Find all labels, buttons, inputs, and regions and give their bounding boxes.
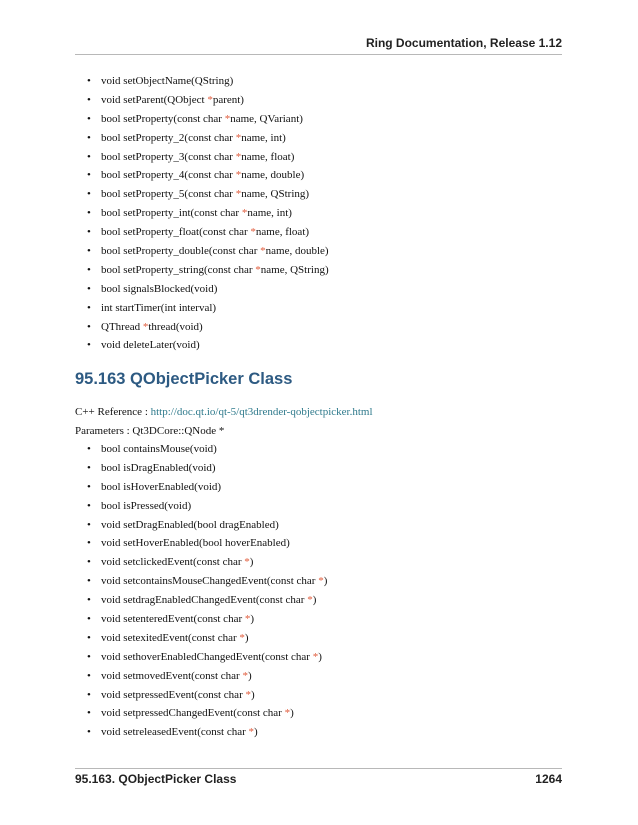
signature-part: bool setProperty_3(const char (101, 150, 236, 163)
pointer-star: * (244, 613, 251, 626)
signature-part: parent) (212, 93, 244, 106)
bullet-icon: • (87, 518, 91, 531)
list-item (87, 648, 327, 667)
method-signature (92, 556, 253, 568)
footer-page-number: 1264 (535, 772, 562, 786)
bullet-icon: • (87, 613, 91, 626)
signature-part: ) (323, 575, 328, 588)
method-signature (92, 151, 294, 163)
list-item (87, 686, 327, 705)
signature-part: bool setProperty_float(const char (101, 226, 251, 239)
bullet-icon: • (87, 320, 91, 333)
section-heading: 95.163 QObjectPicker Class (75, 370, 293, 388)
list-item (87, 204, 329, 223)
cpp-reference-link[interactable]: http://doc.qt.io/qt-5/qt3drender-qobjectpicker.html (150, 406, 373, 418)
signature-part: bool setProperty_5(const char (101, 188, 236, 201)
signature-part: ) (250, 613, 255, 626)
method-signature (92, 226, 309, 238)
method-list-qobjectpicker (87, 440, 328, 742)
signature-part: ) (249, 556, 254, 569)
method-signature (92, 283, 217, 295)
method-signature (92, 94, 244, 106)
signature-part: ) (244, 631, 249, 644)
signature-part: ) (250, 688, 255, 701)
list-item (87, 478, 327, 497)
running-header: Ring Documentation, Release 1.12 (365, 36, 562, 50)
signature-part: void setreleasedEvent(const char (101, 726, 249, 739)
list-item (87, 336, 329, 355)
bullet-icon: • (87, 301, 91, 314)
header-divider (75, 54, 562, 55)
method-signature (92, 75, 233, 87)
list-item (87, 440, 327, 459)
pointer-star: * (312, 650, 319, 663)
signature-part: void setObjectName(QString) (101, 75, 234, 87)
pointer-star: * (224, 112, 231, 125)
signature-part: void setHoverEnabled(bool hoverEnabled) (101, 537, 290, 550)
cpp-reference-line (75, 406, 373, 418)
signature-part: name, QVariant) (230, 112, 303, 125)
list-item (87, 516, 327, 535)
method-signature (92, 113, 303, 125)
signature-part: void setcontainsMouseChangedEvent(const char (101, 575, 319, 588)
method-signature (92, 302, 216, 314)
signature-part: name, float) (255, 226, 310, 239)
signature-part: bool isHoverEnabled(void) (101, 480, 222, 493)
bullet-icon: • (87, 188, 91, 201)
method-signature (92, 537, 290, 549)
signature-part: name, double) (241, 169, 305, 182)
list-item (87, 148, 329, 167)
list-item (87, 704, 327, 723)
pointer-star: * (307, 594, 313, 607)
signature-part: bool setProperty_int(const char (101, 207, 242, 220)
method-signature (92, 321, 203, 333)
signature-part: bool setProperty(const char (101, 112, 225, 125)
method-signature (92, 594, 316, 606)
bullet-icon: • (87, 169, 91, 182)
signature-part: name, QString) (260, 263, 329, 276)
method-signature (92, 339, 200, 351)
pointer-star: * (260, 245, 266, 258)
list-item (87, 534, 327, 553)
signature-part: void setexitedEvent(const char (101, 631, 240, 644)
footer-divider (75, 768, 562, 769)
signature-part: bool setProperty_2(const char (101, 131, 236, 144)
bullet-icon: • (87, 537, 91, 550)
bullet-icon: • (87, 339, 91, 352)
method-signature (92, 443, 217, 455)
bullet-icon: • (87, 150, 91, 163)
pointer-star: * (235, 131, 242, 144)
method-signature (92, 651, 322, 663)
footer-section-name: 95.163. QObjectPicker Class (75, 772, 237, 786)
list-item (87, 261, 329, 280)
method-signature (92, 188, 309, 200)
list-item (87, 280, 329, 299)
bullet-icon: • (87, 207, 91, 220)
list-item (87, 72, 329, 91)
list-item (87, 91, 329, 110)
bullet-icon: • (87, 112, 91, 125)
pointer-star: * (239, 631, 245, 644)
signature-part: bool setProperty_double(const char (101, 245, 261, 258)
signature-part: void sethoverEnabledChangedEvent(const char (101, 650, 313, 663)
signature-part: bool setProperty_4(const char (101, 169, 236, 182)
list-item (87, 129, 329, 148)
pointer-star: * (241, 207, 248, 220)
signature-part: name, QString) (241, 188, 310, 201)
list-item (87, 299, 329, 318)
signature-part: void setdragEnabledChangedEvent(const char (101, 594, 308, 607)
signature-part: ) (290, 707, 294, 720)
signature-part: name, float) (241, 150, 295, 163)
signature-part: int startTimer(int interval) (101, 301, 217, 314)
signature-part: ) (254, 726, 258, 739)
method-signature (92, 519, 279, 531)
signature-part: bool isPressed(void) (101, 499, 192, 512)
list-item (87, 110, 329, 129)
method-signature (92, 245, 329, 257)
bullet-icon: • (87, 726, 91, 739)
list-item (87, 667, 327, 686)
signature-part: void setParent(QObject (101, 93, 208, 106)
list-item (87, 166, 329, 185)
method-signature (92, 207, 292, 219)
signature-part: ) (318, 650, 322, 663)
bullet-icon: • (87, 575, 91, 588)
list-item (87, 610, 327, 629)
method-signature (92, 264, 329, 276)
method-signature (92, 670, 252, 682)
pointer-star: * (242, 669, 248, 682)
pointer-star: * (284, 707, 291, 720)
method-signature (92, 613, 254, 625)
method-signature (92, 575, 327, 587)
bullet-icon: • (87, 556, 91, 569)
bullet-icon: • (87, 650, 91, 663)
list-item (87, 723, 327, 742)
pointer-star: * (245, 688, 251, 701)
method-signature (92, 707, 294, 719)
method-signature (92, 500, 191, 512)
signature-part: void setpressedChangedEvent(const char (101, 707, 285, 720)
bullet-icon: • (87, 263, 91, 276)
bullet-icon: • (87, 93, 91, 106)
list-item (87, 242, 329, 261)
list-item (87, 185, 329, 204)
signature-part: thread(void) (148, 320, 203, 333)
signature-part: QThread (101, 320, 143, 333)
signature-part: bool signalsBlocked(void) (101, 282, 218, 295)
bullet-icon: • (87, 282, 91, 295)
bullet-icon: • (87, 707, 91, 720)
list-item (87, 497, 327, 516)
pointer-star: * (142, 320, 149, 333)
pointer-star: * (244, 556, 250, 569)
signature-part: void setclickedEvent(const char (101, 556, 245, 569)
method-signature (92, 632, 249, 644)
signature-part: void setDragEnabled(bool dragEnabled) (101, 518, 279, 531)
list-item (87, 318, 329, 337)
bullet-icon: • (87, 631, 91, 644)
bullet-icon: • (87, 669, 91, 682)
method-signature (92, 689, 255, 701)
signature-part: ) (312, 594, 317, 607)
list-item (87, 572, 328, 591)
bullet-icon: • (87, 594, 91, 607)
pointer-star: * (235, 150, 242, 163)
list-item (87, 591, 327, 610)
method-list-qobject (87, 72, 329, 355)
pointer-star: * (248, 726, 255, 739)
parameters-line: Parameters : Qt3DCore::QNode * (75, 425, 225, 437)
cpp-reference-label: C++ Reference : (75, 406, 151, 418)
bullet-icon: • (87, 131, 91, 144)
bullet-icon: • (87, 688, 91, 701)
signature-part: bool setProperty_string(const char (101, 263, 256, 276)
method-signature (92, 169, 304, 181)
signature-part: bool containsMouse(void) (101, 443, 217, 455)
list-item (87, 553, 327, 572)
bullet-icon: • (87, 75, 91, 87)
pointer-star: * (235, 188, 242, 201)
bullet-icon: • (87, 443, 91, 455)
signature-part: void deleteLater(void) (101, 339, 200, 352)
bullet-icon: • (87, 245, 91, 258)
signature-part: ) (247, 669, 252, 682)
method-signature (92, 726, 258, 738)
pointer-star: * (207, 93, 213, 106)
method-signature (92, 132, 286, 144)
signature-part: name, int) (247, 207, 292, 220)
bullet-icon: • (87, 226, 91, 239)
bullet-icon: • (87, 461, 91, 474)
signature-part: name, double) (265, 245, 329, 258)
signature-part: name, int) (241, 131, 286, 144)
method-signature (92, 462, 216, 474)
list-item (87, 459, 327, 478)
signature-part: void setmovedEvent(const char (101, 669, 243, 682)
list-item (87, 629, 327, 648)
bullet-icon: • (87, 480, 91, 493)
pointer-star: * (318, 575, 324, 588)
list-item (87, 223, 329, 242)
bullet-icon: • (87, 499, 91, 512)
method-signature (92, 481, 221, 493)
pointer-star: * (255, 263, 261, 276)
signature-part: bool isDragEnabled(void) (101, 461, 216, 474)
signature-part: void setpressedEvent(const char (101, 688, 246, 701)
signature-part: void setenteredEvent(const char (101, 613, 245, 626)
pointer-star: * (235, 169, 242, 182)
pointer-star: * (250, 226, 256, 239)
